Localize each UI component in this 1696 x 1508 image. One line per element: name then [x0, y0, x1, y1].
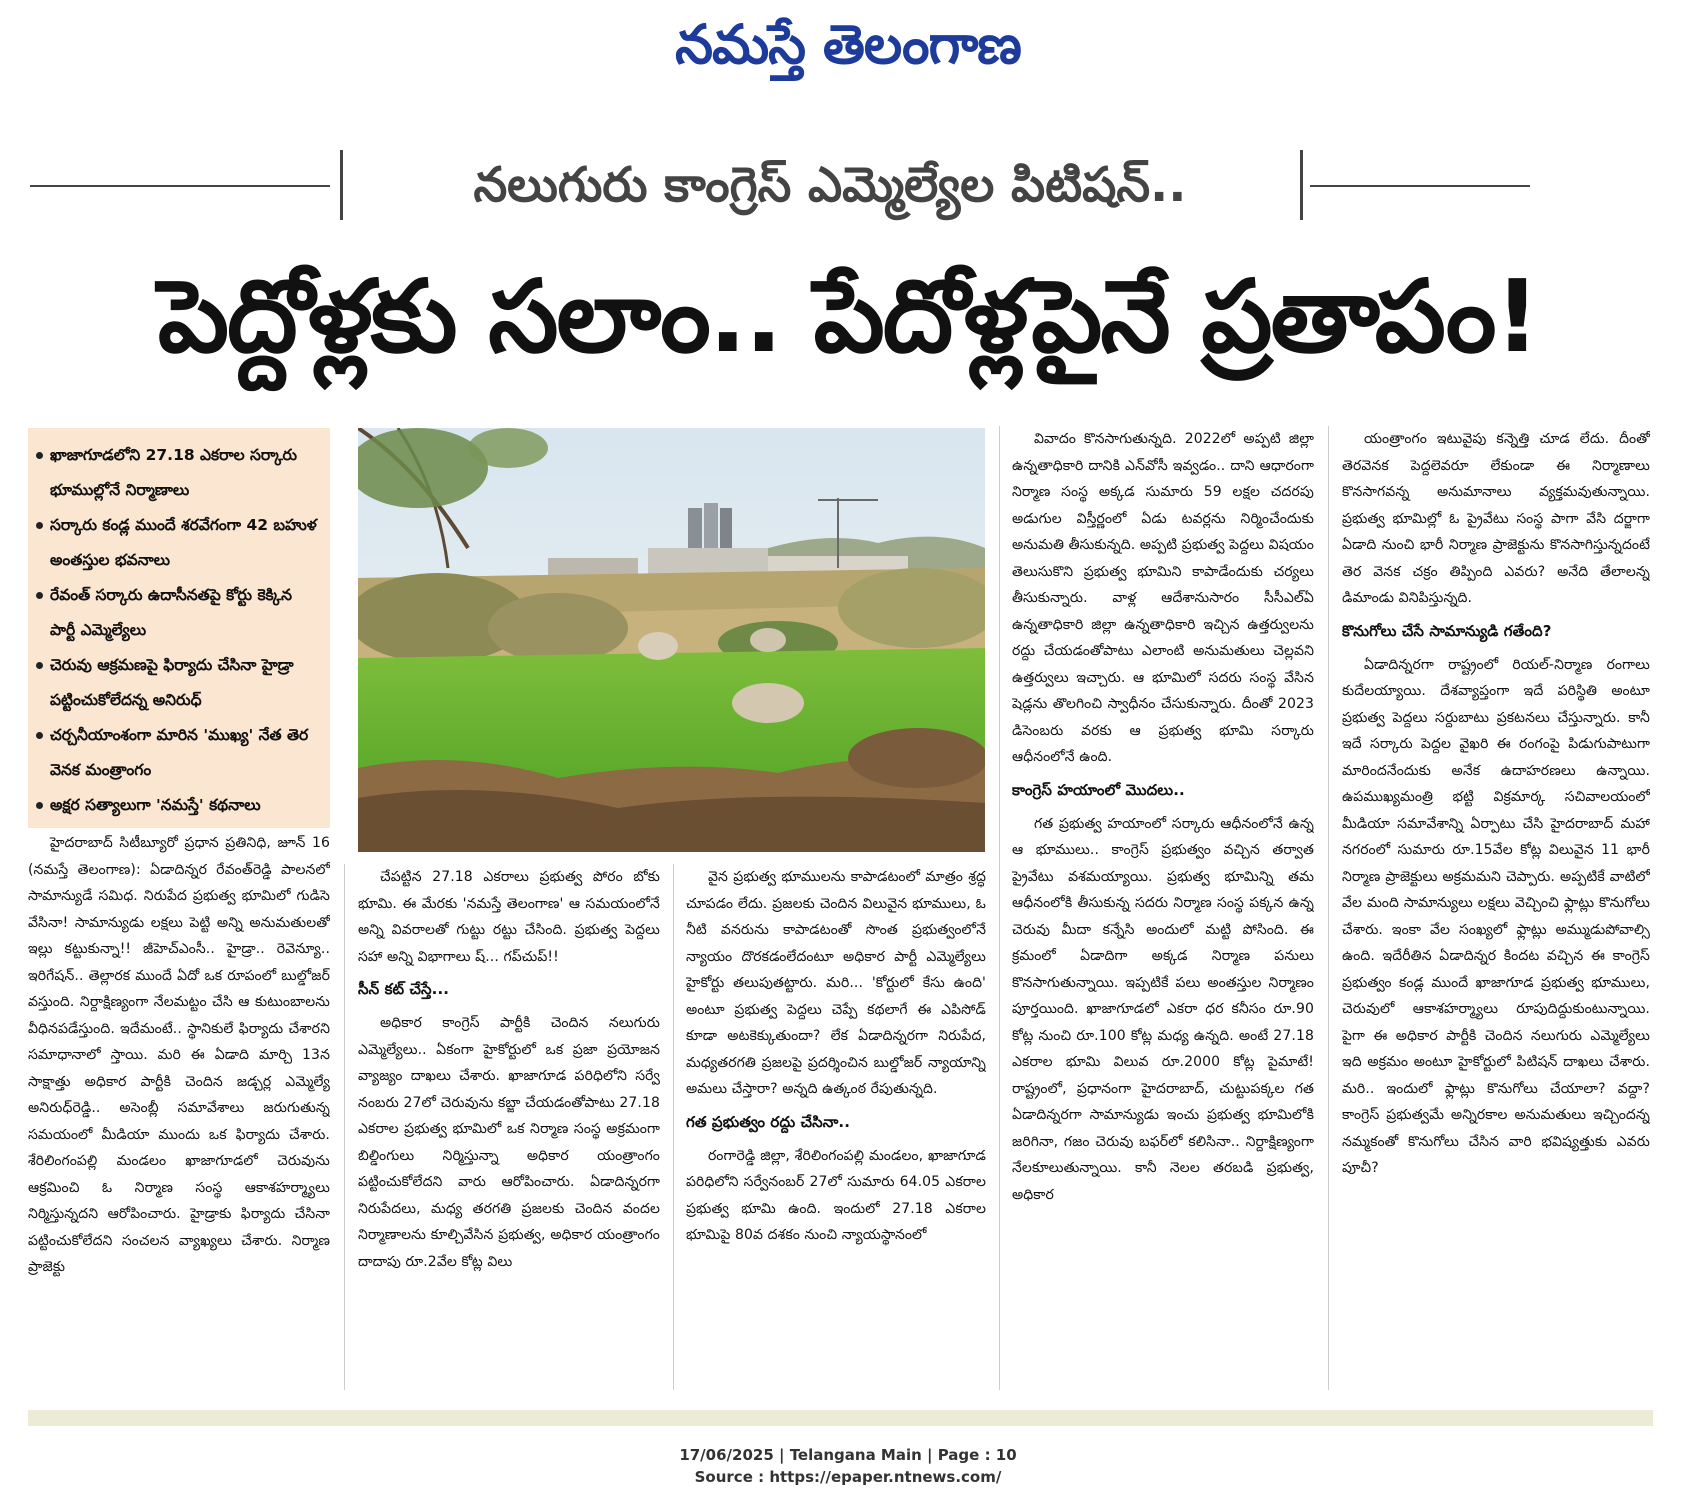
- highlight-item: చెరువు ఆక్రమణపై ఫిర్యాదు చేసినా హైడ్రా పట్టించుకోలేదన్న అనిరుధ్: [36, 648, 322, 718]
- highlight-item: రేవంత్ సర్కారు ఉదాసీనతపై కోర్టు కెక్కిన పార్టీ ఎమ్మెల్యేలు: [36, 578, 322, 648]
- column-divider: [344, 864, 345, 1390]
- kicker-bar-right: [1300, 150, 1303, 220]
- footer-source: Source : https://epaper.ntnews.com/: [694, 1468, 1002, 1486]
- kicker-text: నలుగురు కాంగ్రెస్ ఎమ్మెల్యేల పిటిషన్..: [473, 157, 1187, 213]
- article-paragraph: యంత్రాంగం ఇటువైపు కన్నెత్తి చూడ లేదు. దీంతో తెరవెనక పెద్దలెవరూ లేకుండా ఈ నిర్మాణాలు కొనసాగవన్న అనుమానాలు వ్యక్తమవుతున్నాయి. ప్రభుత్వ భూమిల్లో ఓ ప్రైవేటు సంస్థ పాగా వేసి దర్జాగా ఏడాది నుంచి భారీ నిర్మాణ ప్రాజెక్టును కొనసాగిస్తున్నదంటే తెర వెనక చక్రం తిప్పింది ఎవరు? అనేది తేలాలన్న డిమాండు వినిపిస్తున్నది.: [1342, 431, 1650, 606]
- kicker-bar-left: [340, 150, 343, 220]
- headline: పెద్దోళ్లకు సలాం.. పేదోళ్లపైనే ప్రతాపం!: [157, 258, 1539, 375]
- section-subhead: గత ప్రభుత్వం రద్దు చేసినా..: [686, 1112, 851, 1131]
- highlight-item: ఖాజాగూడలోని 27.18 ఎకరాల సర్కారు భూముల్లోనే నిర్మాణాలు: [36, 438, 322, 508]
- article-paragraph: ఏడాదిన్నరగా రాష్ట్రంలో రియల్-నిర్మాణ రంగాలు కుదేలయ్యాయి. దేశవ్యాప్తంగా ఇదే పరిస్థితి అంటూ ప్రభుత్వ పెద్దలు సర్దుబాటు ప్రకటనలు చేస్తున్నారు. కానీ ఇదే సర్కారు పెద్దల వైఖరి ఈ రంగంపై పిడుగుపాటుగా మారిందనేందుకు అనేక ఉదాహరణలు ఉన్నాయి. ఉపముఖ్యమంత్రి భట్టి విక్రమార్క సచివాలయంలో మీడియా సమావేశాన్ని ఏర్పాటు చేసి హైదరాబాద్ మహా నగరంలో సుమారు రూ.15వేల కోట్ల విలువైన 11 భారీ నిర్మాణ ప్రాజెక్టులు అక్రమమని చెప్పారు. అప్పటికే వాటిలో వేల మంది సామాన్యులు లక్షలు వెచ్చించి ఫ్లాట్లు కొనుగోలు చేశారు. ఇంకా వేల సంఖ్యలో ఫ్లాట్లు అమ్ముడుపోవాల్సి ఉంది. ఇదేరీతిన ఏడాదిన్నర కిందట వచ్చిన ఈ కాంగ్రెస్ ప్రభుత్వం కండ్ల ముందే ఖాజాగూడ ప్రభుత్వ భూములు, చెరువులో ఆకాశహర్మ్యాలు రూపుదిద్దుకుంటున్నాయి. పైగా ఈ అధికార పార్టీకి చెందిన నలుగురు ఎమ్మెల్యేలు ఇది అక్రమం అంటూ హైకోర్టులో పిటిషన్ దాఖలు చేశారు. మరి.. ఇందులో ఫ్లాట్లు కొనుగోలు చేయాలా? వద్దా? కాంగ్రెస్ ప్రభుత్వమే అన్నిరకాల అనుమతులు ఇచ్చిందన్న నమ్మకంతో కొనుగోలు చేసిన వారి భవిష్యత్తుకు ఎవరు పూచీ?: [1342, 656, 1650, 1176]
- bottom-band: [28, 1410, 1653, 1426]
- article-paragraph: వివాదం కొనసాగుతున్నది. 2022లో అప్పటి జిల్లా ఉన్నతాధికారి దానికి ఎన్‌వోసీ ఇవ్వడం.. దాని ఆధారంగా నిర్మాణ సంస్థ అక్కడ సుమారు 59 లక్షల చదరపు అడుగుల విస్తీర్ణంలో ఏడు టవర్లను నిర్మించేందుకు అనుమతి తీసుకున్నది. అప్పటి ప్రభుత్వ పెద్దలు విషయం తెలుసుకొని ప్రభుత్వ భూమిని కాపాడేందుకు చర్యలు తీసుకున్నారు. వాళ్ల ఆదేశానుసారం సీసీఎల్ఏ ఉన్నతాధికారి జిల్లా ఉన్నతాధికారి ఇచ్చిన ఉత్తర్వులను రద్దు చేయడంతోపాటు ఎలాంటి అనుమతులు చెల్లవని ఉత్తర్వులు ఇచ్చారు. ఆ భూమిలో సదరు సంస్థ వేసిన షెడ్లను తొలగించి స్వాధీనం చేసుకున్నారు. దీంతో 2023 డిసెంబరు వరకు ఆ ప్రభుత్వ భూమి సర్కారు ఆధీనంలోనే ఉంది.: [1012, 431, 1314, 765]
- lake-construction-photo: [358, 428, 985, 852]
- article-paragraph: వైన ప్రభుత్వ భూములను కాపాడటంలో మాత్రం శ్రద్ధ చూపడం లేదు. ప్రజలకు చెందిన విలువైన భూములు, ఓ నీటి వనరును కాపాడటంతో సొంత ప్రభుత్వంలోనే న్యాయం దొరకడంలేదంటూ అధికార పార్టీ ఎమ్మెల్యేలు హైకోర్టు తలుపుతట్టారు. మరి... 'కోర్టులో కేసు ఉంది' అంటూ ప్రభుత్వ పెద్దలు చెప్పే కథలాగే ఈ ఎపిసోడ్ కూడా అటకెక్కుతుందా? లేక ఏడాదిన్నరగా నిరుపేద, మధ్యతరగతి ప్రజలపై ప్రదర్శించిన బుల్డోజర్ న్యాయాన్ని అమలు చేస్తారా? అన్నది ఉత్కంఠ రేపుతున్నది.: [686, 869, 986, 1097]
- article-paragraph: చేపట్టిన 27.18 ఎకరాలు ప్రభుత్వ పోరం బోకు భూమి. ఈ మేరకు 'నమస్తే తెలంగాణ' ఆ సమయంలోనే అన్ని వివరాలతో గుట్టు రట్టు చేసింది. ప్రభుత్వ పెద్దలు సహా అన్ని విభాగాలు ష్... గప్‌చుప్!!: [358, 869, 660, 965]
- article-column-3: [686, 864, 986, 1390]
- kicker-block: [0, 140, 1696, 230]
- column-divider: [673, 864, 674, 1390]
- article-column-2: [358, 864, 660, 1390]
- article-paragraph: గత ప్రభుత్వ హయాంలో సర్కారు ఆధీనంలోనే ఉన్న ఆ భూములు.. కాంగ్రెస్ ప్రభుత్వం వచ్చిన తర్వాత ప్రైవేటు వశమయ్యాయి. ప్రభుత్వ భూమిన్ని తమ ఆధీనంలోకి తీసుకున్న సదరు నిర్మాణ సంస్థ పక్కన ఉన్న చెరువు మీదా కన్నేసి అందులో మట్టి పోసింది. ఈ క్రమంలో ఏడాదిగా అక్కడ నిర్మాణ పనులు కొనసాగుతున్నాయి. ఇప్పటికే పలు అంతస్తుల నిర్మాణం పూర్తయింది. ఖాజాగూడలో ఎకరా ధర కనీసం రూ.90 కోట్ల నుంచి రూ.100 కోట్ల మధ్య ఉన్నది. అంటే 27.18 ఎకరాల భూమి విలువ రూ.2000 కోట్ల పైమాటే! రాష్ట్రంలో, ప్రధానంగా హైదరాబాద్, చుట్టుపక్కల గత ఏడాదిన్నరగా సామాన్యుడు ఇంచు ప్రభుత్వ భూమిలోకి జరిగినా, గజం చెరువు బఫర్‌లో కలిసినా.. నిర్దాక్షిణ్యంగా నేలకూలుతున్నాయి. కానీ నెలల తరబడి ప్రభుత్వ, అధికార: [1012, 815, 1314, 1203]
- column-divider: [999, 426, 1000, 1390]
- article-column-1: [28, 830, 330, 1390]
- kicker-rule-right: [1310, 185, 1530, 187]
- masthead-logo: నమస్తే తెలంగాణ: [675, 13, 1021, 76]
- highlight-item: అక్షర సత్యాలుగా 'నమస్తే' కథనాలు: [36, 788, 322, 823]
- article-column-4: [1012, 426, 1314, 1390]
- article-paragraph: హైదరాబాద్ సిటీబ్యూరో ప్రధాన ప్రతినిధి, జూన్ 16 (నమస్తే తెలంగాణ): ఏడాదిన్నర రేవంత్‌రెడ్డి పాలనలో సామాన్యుడే సమిధ. నిరుపేద ప్రభుత్వ భూమిలో గుడిసె వేసినా! సామాన్యుడు లక్షలు పెట్టి అన్ని అనుమతులతో ఇల్లు కట్టుకున్నా!! జీహెచ్ఎంసీ.. హైడ్రా.. రెవెన్యూ.. ఇరిగేషన్.. తెల్లారక ముందే ఏదో ఒక రూపంలో బుల్డోజర్ వస్తుంది. నిర్దాక్షిణ్యంగా నేలమట్టం చేసి ఆ కుటుంబాలను వీధినపడేస్తుంది. ఇదేమంటే.. స్థానికులే ఫిర్యాదు చేశారని సమాధానాలో స్తాయి. మరి ఈ ఏడాది మార్చి 13న సాక్షాత్తు అధికార పార్టీకి చెందిన జడ్చర్ల ఎమ్మెల్యే అనిరుధ్‌రెడ్డి.. అసెంబ్లీ సమావేశాలు జరుగుతున్న సమయంలో మీడియా ముందు ఒక ఫిర్యాదు చేశారు. శేరిలింగంపల్లి మండలం ఖాజాగూడలో చెరువును ఆక్రమించి ఓ నిర్మాణ సంస్థ ఆకాశహర్మ్యాలు నిర్మిస్తున్నదని ఆరోపించారు. హైడ్రాకు ఫిర్యాదు చేసినా పట్టించుకోలేదని సంచలన వ్యాఖ్యలు చేశారు. నిర్మాణ ప్రాజెక్టు: [28, 835, 330, 1275]
- article-column-5: [1342, 426, 1650, 1390]
- article-paragraph: రంగారెడ్డి జిల్లా, శేరిలింగంపల్లి మండలం, ఖాజాగూడ పరిధిలోని సర్వేనంబర్ 27లో సుమారు 64.05 ఎకరాల ప్రభుత్వ భూమి ఉంది. ఇందులో 27.18 ఎకరాల భూమిపై 80వ దశకం నుంచి న్యాయస్థానంలో: [686, 1147, 986, 1243]
- section-subhead: సీన్ కట్ చేస్తే...: [358, 980, 450, 998]
- highlight-item: చర్చనీయాంశంగా మారిన 'ముఖ్య' నేత తెర వెనక మంత్రాంగం: [36, 718, 322, 788]
- column-divider: [1328, 426, 1329, 1390]
- highlights-box: [28, 428, 330, 828]
- section-subhead: కొనుగోలు చేసే సామాన్యుడి గతేంది?: [1342, 621, 1552, 640]
- section-subhead: కాంగ్రెస్ హయాంలో మొదలు..: [1012, 780, 1185, 799]
- footer-edition-info: 17/06/2025 | Telangana Main | Page : 10: [679, 1446, 1017, 1464]
- article-paragraph: అధికార కాంగ్రెస్ పార్టీకి చెందిన నలుగురు ఎమ్మెల్యేలు.. ఏకంగా హైకోర్టులో ఒక ప్రజా ప్రయోజన వ్యాజ్యం దాఖలు చేశారు. ఖాజాగూడ పరిధిలోని సర్వే నంబరు 27లో చెరువును కబ్జా చేయడంతోపాటు 27.18 ఎకరాల ప్రభుత్వ భూమిలో ఒక నిర్మాణ సంస్థ అక్రమంగా బిల్డింగులు నిర్మిస్తున్నా అధికార యంత్రాంగం పట్టించుకోలేదని వారు ఆరోపించారు. ఏడాదిన్నరగా నిరుపేదలు, మధ్య తరగతి ప్రజలకు చెందిన వందల నిర్మాణాలను కూల్చివేసిన ప్రభుత్వ, అధికార యంత్రాంగం దాదాపు రూ.2వేల కోట్ల విలు: [358, 1015, 660, 1270]
- highlight-item: సర్కారు కండ్ల ముందే శరవేగంగా 42 బహుళ అంతస్తుల భవనాలు: [36, 508, 322, 578]
- kicker-rule-left: [30, 185, 330, 187]
